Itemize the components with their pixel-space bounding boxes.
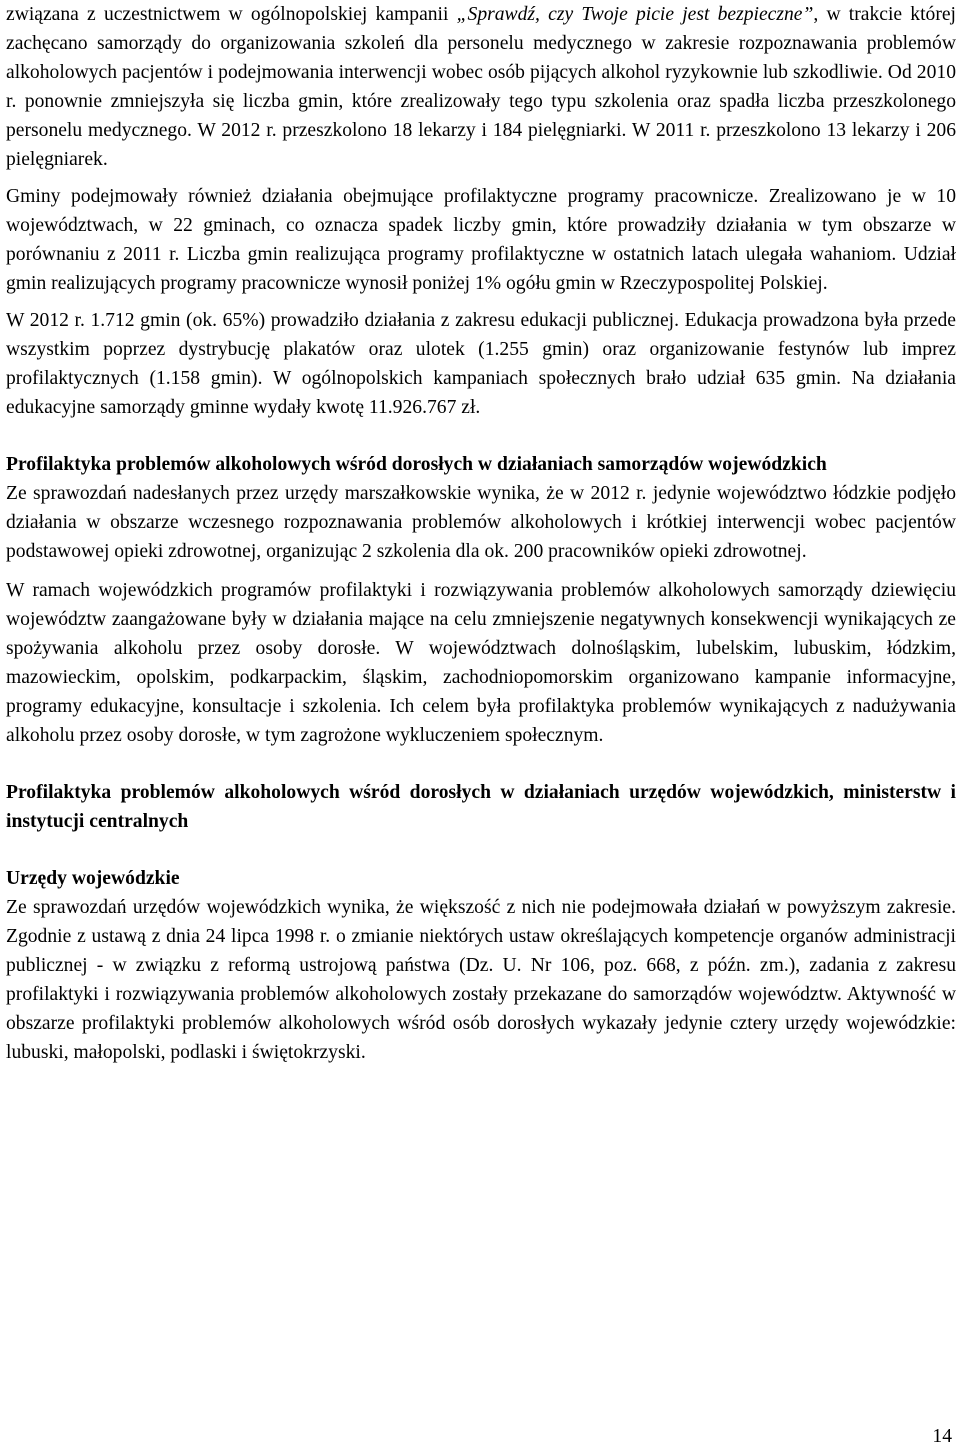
document-page: [6, 0, 956, 1067]
lodzkie-paragraph: Ze sprawozdań nadesłanych przez urzędy marszałkowskie wynika, że w 2012 r. jedynie województwo łódzkie podjęło działania w obszarze wczesnego rozpoznawania problemów alkoholowych i krótkiej interwencji wobec pacjentów podstawowej opieki zdrowotnej, organizując 2 szkolenia dla ok. 200 pracowników opieki zdrowotnej.: [6, 483, 956, 562]
page-number: 14: [932, 1426, 952, 1447]
voivodeship-programs-paragraph: W ramach wojewódzkich programów profilaktyki i rozwiązywania problemów alkoholowych samorządy dziewięciu województw zaangażowane były w działania mające na celu zmniejszenie negatywnych konsekwencji wynikających ze spożywania alkoholu przez osoby dorosłe. W województwach dolnośląskim, lubelskim, lubuskim, łódzkim, mazowieckim, opolskim, podkarpackim, śląskim, zachodniopomorskim organizowano kampanie informacyjne, programy edukacyjne, konsultacje i szkolenia. Ich celem była profilaktyka problemów wynikających z nadużywania alkoholu przez osoby dorosłe, w tym zagrożone wykluczeniem społecznym.: [6, 580, 956, 746]
subheading-voivodeship-offices: Urzędy wojewódzkie: [6, 868, 180, 889]
workplace-programs-paragraph: Gminy podejmowały również działania obejmujące profilaktyczne programy pracownicze. Zrealizowano je w 10 województwach, w 22 gminach, co oznacza spadek liczby gmin, które prowadziły działania w tym obszarze w porównaniu z 2011 r. Liczba gmin realizująca programy profilaktyczne w ostatnich latach ulegała wahaniom. Udział gmin realizujących programy pracownicze wynosił poniżej 1% ogółu gmin w Rzeczypospolitej Polskiej.: [6, 186, 956, 294]
campaign-name: „Sprawdź, czy Twoje picie jest bezpieczne”: [456, 4, 814, 25]
intro-paragraph: [6, 0, 956, 174]
voivodeship-offices-paragraph: Ze sprawozdań urzędów wojewódzkich wynika, że większość z nich nie podejmowała działań w powyższym zakresie. Zgodnie z ustawą z dnia 24 lipca 1998 r. o zmianie niektórych ustaw określających kompetencje organów administracji publicznej - w związku z reformą ustrojową państwa (Dz. U. Nr 106, poz. 668, z późn. zm.), zadania z zakresu profilaktyki i rozwiązywania problemów alkoholowych zostały przekazane do samorządów województw. Aktywność w obszarze profilaktyki problemów alkoholowych wśród osób dorosłych wykazały jedynie cztery urzędy wojewódzkie: lubuski, małopolski, podlaski i świętokrzyski.: [6, 897, 956, 1063]
intro-text-end: , w trakcie której zachęcano samorządy do organizowania szkoleń dla personelu medycznego w zakresie rozpoznawania problemów alkoholowych pacjentów i podejmowania interwencji wobec osób pijących alkohol ryzykownie lub szkodliwie. Od 2010 r. ponownie zmniejszyła się liczba gmin, które zrealizowały tego typu szkolenia oraz spadła liczba przeszkolonego personelu medycznego. W 2012 r. przeszkolono 18 lekarzy i 184 pielęgniarki. W 2011 r. przeszkolono 13 lekarzy i 206 pielęgniarek.: [6, 4, 956, 170]
section-heading-central: Profilaktyka problemów alkoholowych wśród dorosłych w działaniach urzędów wojewódzkich, ministerstw i instytucji centralnych: [6, 782, 956, 832]
public-education-paragraph: W 2012 r. 1.712 gmin (ok. 65%) prowadziło działania z zakresu edukacji publicznej. Edukacja prowadzona była przede wszystkim poprzez dystrybucję plakatów oraz ulotek (1.255 gmin) oraz organizowanie festynów lub imprez profilaktycznych (1.158 gmin). W ogólnopolskich kampaniach społecznych brało udział 635 gmin. Na działania edukacyjne samorządy gminne wydały kwotę 11.926.767 zł.: [6, 310, 956, 418]
intro-text-start: związana z uczestnictwem w ogólnopolskiej kampanii: [6, 4, 457, 25]
section-heading-voivodeship: Profilaktyka problemów alkoholowych wśród dorosłych w działaniach samorządów wojewódzkich: [6, 454, 827, 475]
